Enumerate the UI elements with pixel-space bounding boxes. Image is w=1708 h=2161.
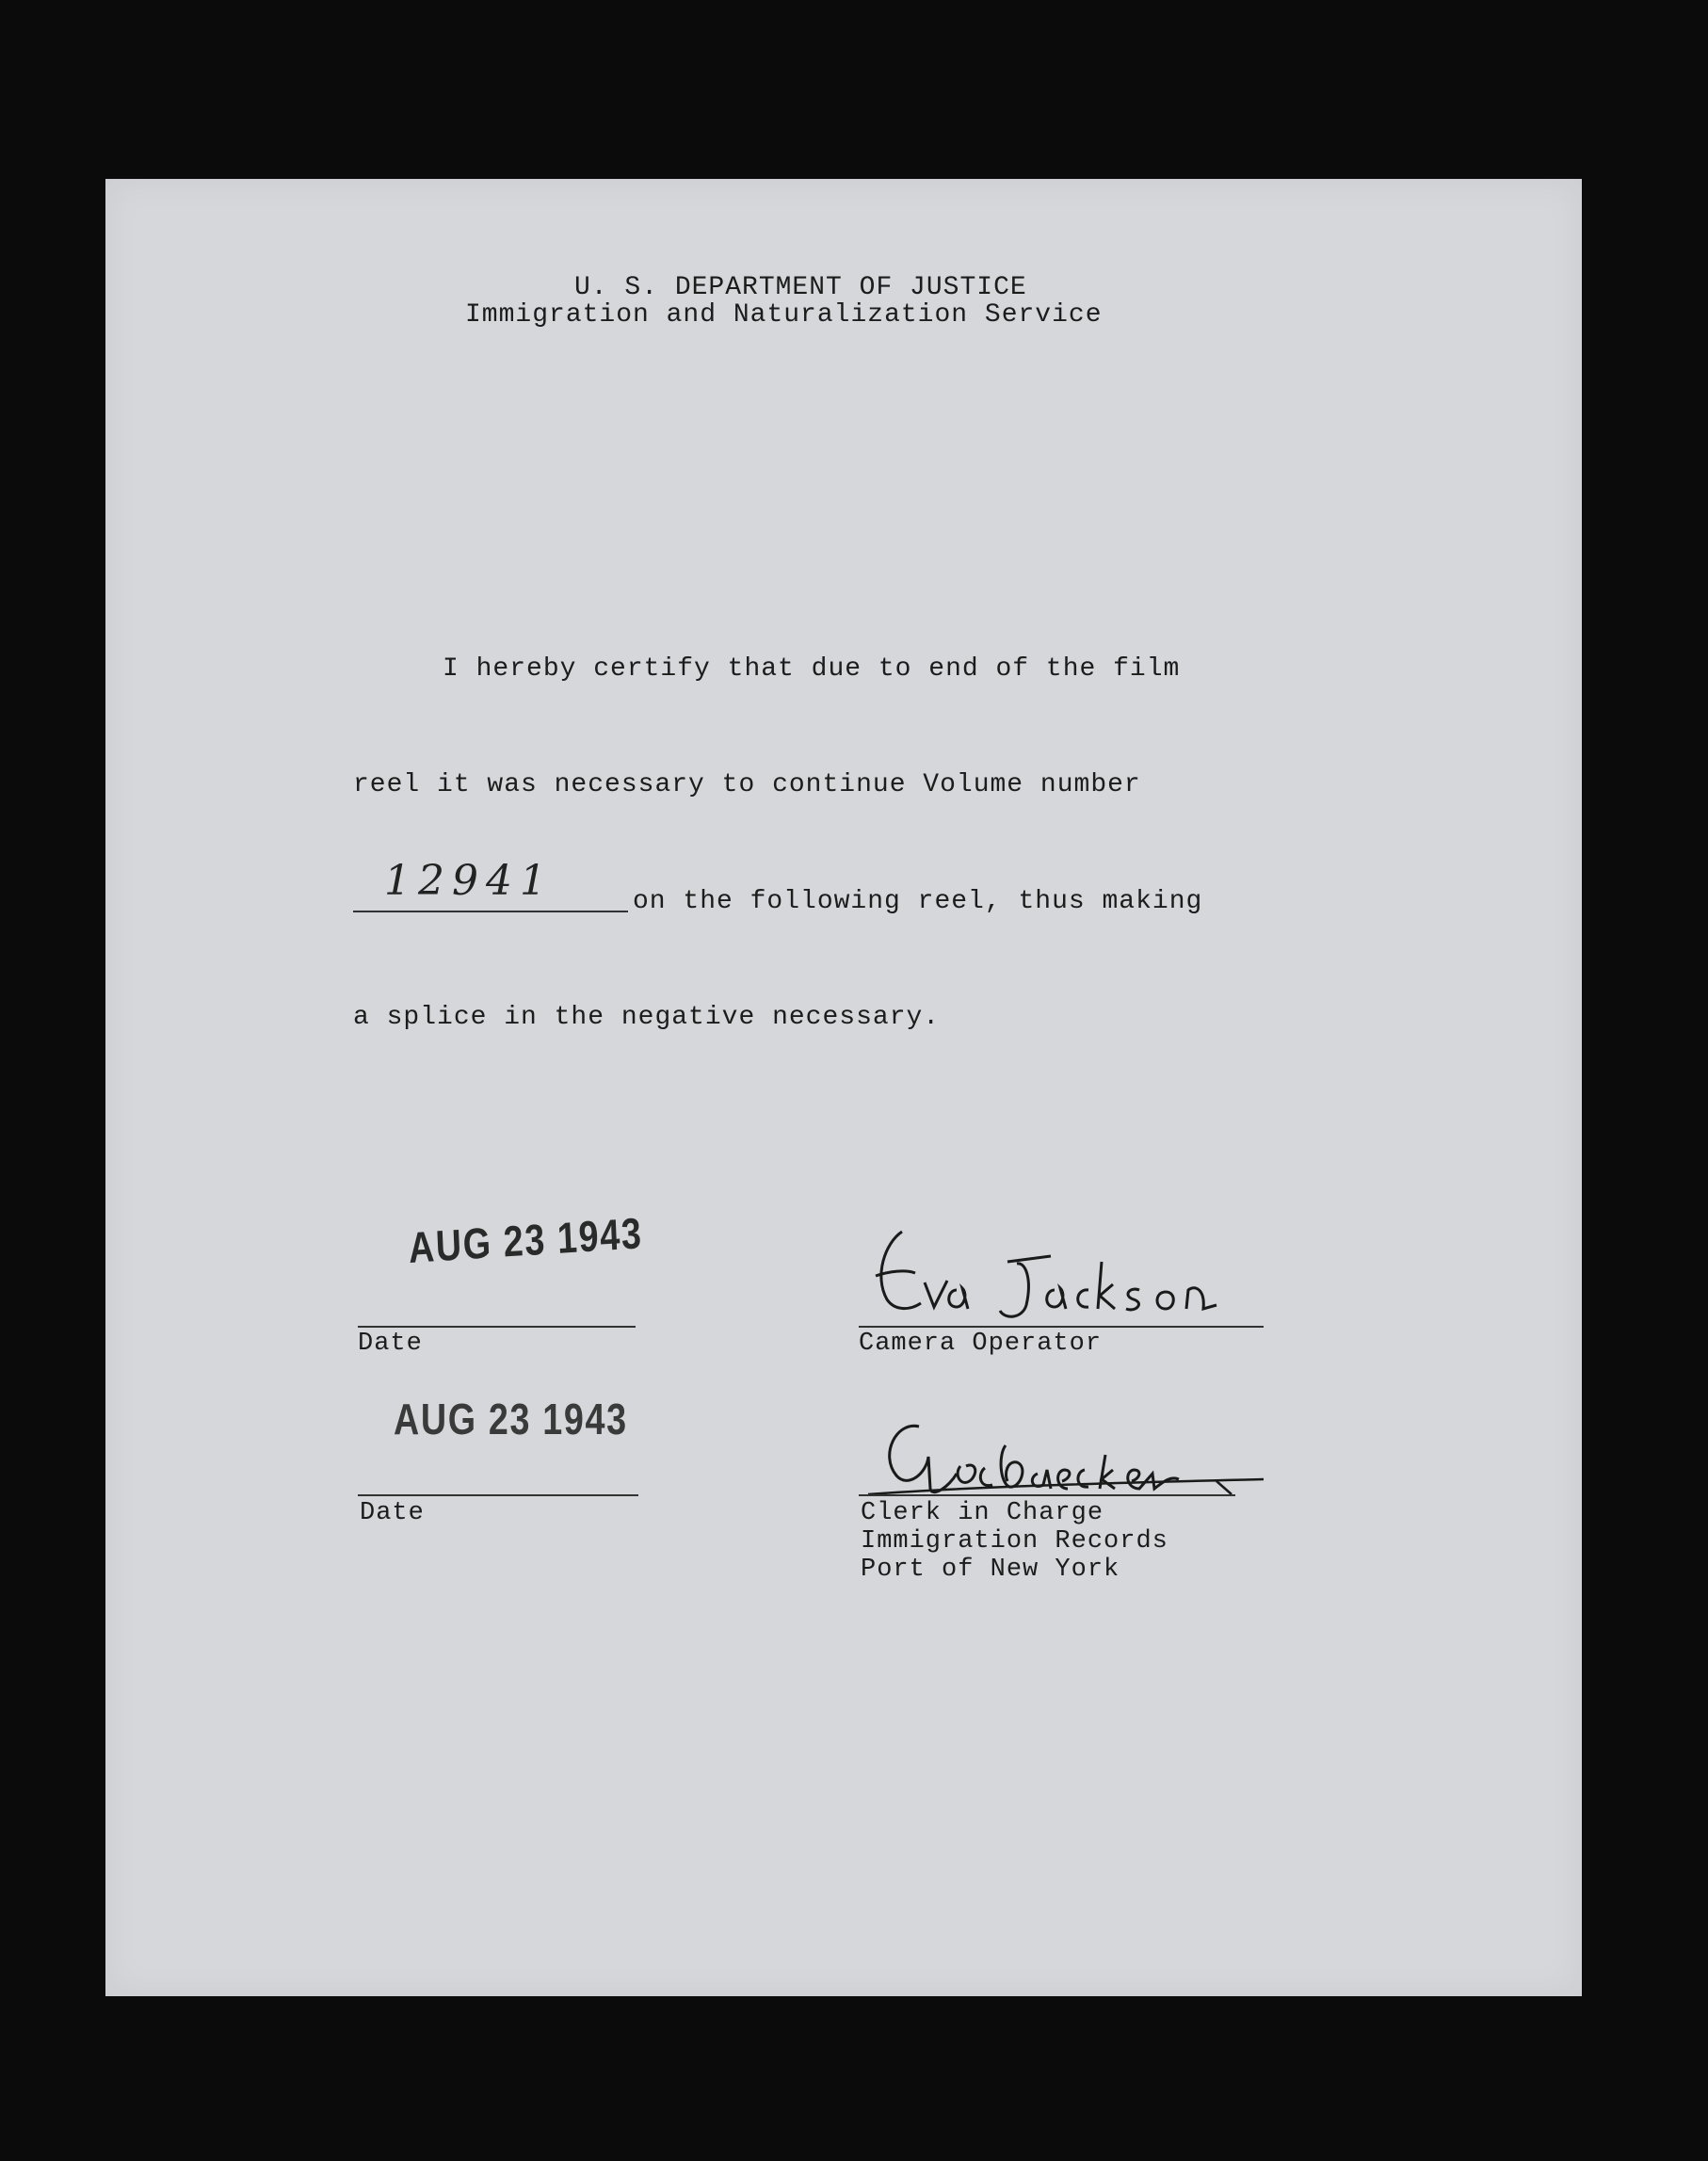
clerk-title-line-2: Immigration Records <box>861 1527 1168 1556</box>
certification-line-4: a splice in the negative necessary. <box>353 1003 941 1032</box>
clerk-signature <box>859 1408 1311 1507</box>
volume-number-handwritten: 12941 <box>384 857 554 905</box>
camera-operator-signature <box>866 1224 1243 1332</box>
date-line-camera <box>358 1326 636 1328</box>
date-line-clerk <box>358 1494 638 1496</box>
document-sheet <box>105 179 1582 1996</box>
camera-operator-title: Camera Operator <box>859 1330 1103 1358</box>
date-label-clerk: Date <box>360 1499 425 1527</box>
clerk-title-line-3: Port of New York <box>861 1556 1120 1584</box>
volume-number-underline <box>353 911 628 912</box>
date-stamp-camera: AUG 23 1943 <box>407 1208 644 1272</box>
clerk-title-line-1: Clerk in Charge <box>861 1499 1104 1527</box>
department-heading: U. S. DEPARTMENT OF JUSTICE <box>574 273 1027 302</box>
camera-operator-signature-line <box>859 1326 1264 1328</box>
certification-line-1: I hereby certify that due to end of the film <box>443 654 1181 684</box>
date-label-camera: Date <box>358 1330 423 1358</box>
certification-line-2: reel it was necessary to continue Volume number <box>353 770 1141 799</box>
certification-line-3: on the following reel, thus making <box>633 887 1203 916</box>
clerk-signature-line <box>859 1494 1235 1496</box>
service-heading: Immigration and Naturalization Service <box>465 300 1103 330</box>
date-stamp-clerk: AUG 23 1943 <box>394 1395 628 1443</box>
